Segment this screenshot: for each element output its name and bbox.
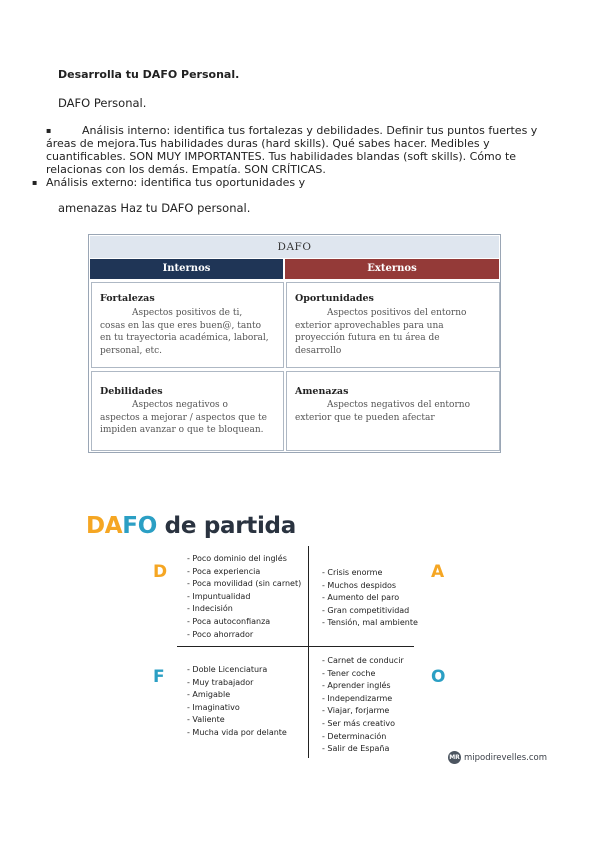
title-da: DA — [86, 513, 123, 539]
list-item: - Poca experiencia — [187, 566, 261, 576]
cell-fortalezas — [91, 282, 284, 368]
section-title: DAFO Personal. — [58, 96, 147, 110]
list-item: - Crisis enorme — [322, 568, 383, 577]
list-item: - Salir de España — [322, 744, 390, 754]
list-item: - Doble Licenciatura — [187, 665, 268, 674]
cell-heading: Amenazas — [295, 386, 349, 397]
dafo-table — [88, 234, 501, 453]
list-item: - Determinación — [322, 731, 387, 741]
bullet-item-internal — [46, 124, 564, 176]
list-item: - Muchos despidos — [322, 580, 397, 590]
letter-o: O — [431, 667, 446, 687]
bullet-text-internal: Análisis interno: identifica tus fortalezas y debilidades. Definir tus puntos fuertes y áreas de mejora.Tus habilidades duras (hard skills). Qué sabes hacer. Medibles y cuantificables. SON MUY IMPORTANTES. Tus habilidades blandas (soft skills). Cómo te relacionas con los demás. Empatía. SON CRÍTICAS. — [46, 124, 538, 176]
list-item: - Imaginativo — [187, 702, 240, 712]
list-item: - Aumento del paro — [322, 593, 400, 603]
list-item: - Gran competitividad — [322, 605, 410, 615]
external-header: Externos — [285, 259, 499, 279]
cell-body: Aspectos positivos de ti, cosas en las que eres buen@, tanto en tu trayectoria académica, laboral, personal, etc. — [100, 308, 269, 356]
cell-debilidades — [91, 371, 284, 451]
list-item: - Indecisión — [187, 604, 233, 614]
list-item: - Valiente — [187, 715, 225, 725]
logo-mark-icon: MR — [448, 751, 461, 764]
cell-amenazas — [286, 371, 500, 451]
logo-text: mipodirevelles.com — [464, 752, 548, 763]
list-item: - Ser más creativo — [322, 718, 395, 728]
cell-heading: Oportunidades — [295, 293, 374, 304]
list-item: - Impuntualidad — [187, 591, 251, 601]
title-fo: FO — [122, 513, 157, 539]
bullet-marker: ▪ — [46, 126, 52, 135]
bullet-item-external — [32, 176, 564, 189]
paragraph: amenazas Haz tu DAFO personal. — [58, 201, 251, 215]
bullet-marker: ▪ — [32, 178, 38, 187]
divider-horizontal — [177, 646, 414, 647]
internal-header: Internos — [90, 259, 283, 279]
letter-f: F — [153, 667, 165, 687]
cell-heading: Debilidades — [100, 386, 163, 397]
list-item: - Poca autoconfianza — [187, 616, 271, 626]
cell-oportunidades — [286, 282, 500, 368]
cell-body: Aspectos negativos o aspectos a mejorar / aspectos que te impiden avanzar o que te bloquean. — [100, 400, 267, 435]
title-rest: de partida — [156, 513, 296, 539]
list-debilidades — [187, 553, 301, 641]
dafo-table-title: DAFO — [90, 236, 499, 258]
cell-heading: Fortalezas — [100, 293, 155, 304]
list-fortalezas — [187, 664, 287, 740]
list-item: - Poca movilidad (sin carnet) — [187, 579, 302, 589]
list-item: - Poco dominio del inglés — [187, 554, 287, 563]
cell-body: Aspectos negativos del entorno exterior que te pueden afectar — [295, 400, 470, 423]
list-item: - Aprender inglés — [322, 681, 391, 691]
list-oportunidades — [322, 655, 404, 756]
letter-d: D — [153, 562, 168, 582]
list-item: - Viajar, forjarme — [322, 706, 390, 716]
bullet-text-external: Análisis externo: identifica tus oportunidades y — [46, 176, 306, 189]
list-item: - Amigable — [187, 690, 231, 700]
list-item: - Carnet de conducir — [322, 656, 404, 665]
site-logo — [448, 751, 547, 764]
list-item: - Poco ahorrador — [187, 629, 254, 639]
bullet-list — [32, 124, 564, 189]
list-amenazas — [322, 567, 418, 630]
letter-a: A — [431, 562, 445, 582]
list-item: - Tener coche — [322, 668, 376, 678]
document-heading: Desarrolla tu DAFO Personal. — [58, 68, 240, 81]
dafo-partida-title — [86, 513, 296, 539]
divider-vertical — [308, 546, 309, 758]
list-item: - Mucha vida por delante — [187, 727, 287, 737]
list-item: - Tensión, mal ambiente — [322, 618, 418, 628]
list-item: - Independizarme — [322, 693, 393, 703]
cell-body: Aspectos positivos del entorno exterior aprovechables para una proyección futura en tu área de desarrollo — [295, 308, 467, 356]
list-item: - Muy trabajador — [187, 677, 254, 687]
